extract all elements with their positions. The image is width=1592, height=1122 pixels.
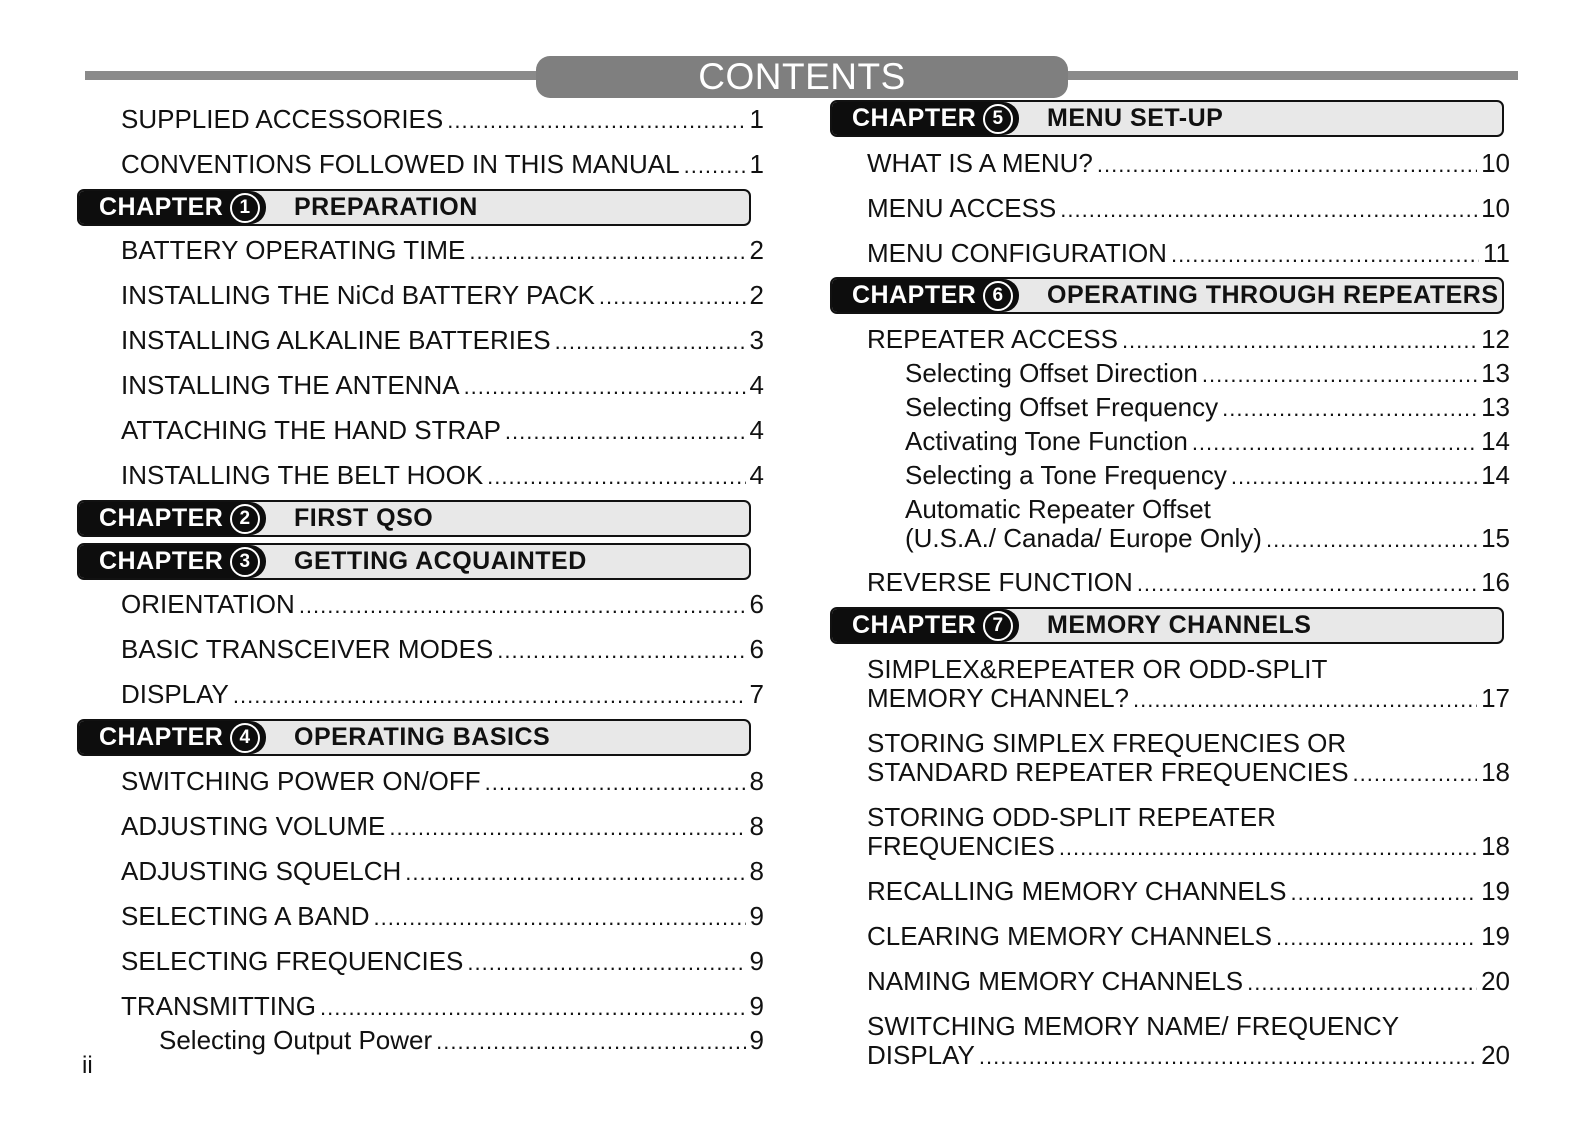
toc-entry[interactable]: [121, 281, 764, 311]
toc-entry-label-line1: SWITCHING MEMORY NAME/ FREQUENCY: [867, 1011, 1400, 1041]
toc-entry-page: 13: [1481, 392, 1510, 422]
chapter-header-2[interactable]: [77, 500, 751, 537]
toc-entry-label-line1: Automatic Repeater Offset: [905, 494, 1211, 524]
toc-entry[interactable]: [121, 236, 764, 266]
dot-leader: [1222, 394, 1477, 423]
dot-leader: [374, 903, 746, 932]
chapter-label: [79, 191, 266, 224]
toc-entry-label: Selecting a Tone Frequency: [905, 460, 1227, 490]
toc-entry-page: 17: [1481, 683, 1510, 713]
toc-entry-page: 10: [1481, 193, 1510, 223]
toc-entry-page: 9: [749, 991, 764, 1021]
toc-entry[interactable]: [121, 105, 764, 135]
toc-entry-label: MENU ACCESS: [867, 193, 1057, 223]
toc-entry-label: Selecting Output Power: [159, 1025, 433, 1055]
toc-entry-page: 4: [749, 370, 764, 400]
dot-leader: [684, 151, 746, 180]
dot-leader: [405, 858, 745, 887]
chapter-header-6[interactable]: [830, 277, 1504, 314]
toc-entry-label: INSTALLING THE ANTENNA: [121, 370, 460, 400]
chapter-label: [79, 721, 266, 754]
dot-leader: [467, 948, 745, 977]
toc-entry-page: 11: [1483, 238, 1510, 268]
toc-entry[interactable]: [867, 568, 1510, 598]
dot-leader: [1133, 685, 1477, 714]
toc-entry-page: 7: [749, 679, 764, 709]
toc-subentry[interactable]: [159, 1026, 764, 1056]
dot-leader: [299, 591, 746, 620]
toc-entry-label: SELECTING A BAND: [121, 901, 370, 931]
dot-leader: [497, 636, 745, 665]
chapter-number-badge: 7: [983, 611, 1013, 641]
chapter-title: GETTING ACQUAINTED: [294, 547, 587, 575]
toc-entry[interactable]: [867, 194, 1510, 224]
header-rule-left: [85, 71, 555, 80]
toc-entry[interactable]: [867, 149, 1510, 179]
chapter-label: [832, 279, 1019, 312]
toc-entry-page: 19: [1481, 876, 1510, 906]
toc-entry-label: ADJUSTING SQUELCH: [121, 856, 402, 886]
dot-leader: [436, 1027, 745, 1056]
dot-leader: [1202, 360, 1477, 389]
chapter-word: CHAPTER: [852, 611, 977, 639]
toc-entry-label: REPEATER ACCESS: [867, 324, 1118, 354]
dot-leader: [1353, 759, 1478, 788]
toc-entry-label: TRANSMITTING: [121, 991, 316, 1021]
toc-entry-label: DISPLAY: [121, 679, 229, 709]
toc-entry-page: 10: [1481, 148, 1510, 178]
toc-entry-page: 4: [749, 415, 764, 445]
chapter-header-4[interactable]: [77, 719, 751, 756]
toc-entry-label: NAMING MEMORY CHANNELS: [867, 966, 1244, 996]
toc-entry-page: 20: [1481, 966, 1510, 996]
toc-subentry[interactable]: [905, 495, 1510, 554]
toc-entry-label: INSTALLING THE NiCd BATTERY PACK: [121, 280, 595, 310]
toc-entry-page: 2: [749, 235, 764, 265]
dot-leader: [464, 372, 746, 401]
toc-entry[interactable]: [121, 992, 764, 1022]
toc-entry-label: SUPPLIED ACCESSORIES: [121, 104, 444, 134]
dot-leader: [469, 237, 745, 266]
toc-entry-page: 12: [1481, 324, 1510, 354]
dot-leader: [1171, 240, 1479, 269]
toc-entry-page: 9: [749, 1025, 764, 1055]
toc-entry-label-line1: STORING ODD-SPLIT REPEATER: [867, 802, 1276, 832]
chapter-number-badge: 1: [230, 193, 260, 223]
chapter-label: [832, 609, 1019, 642]
toc-entry-page: 14: [1481, 426, 1510, 456]
toc-left-column: [77, 100, 764, 1056]
toc-entry-page: 20: [1481, 1040, 1510, 1070]
toc-entry-page: 3: [749, 325, 764, 355]
dot-leader: [1097, 150, 1477, 179]
toc-entry-page: 2: [749, 280, 764, 310]
toc-entry-page: 6: [749, 634, 764, 664]
toc-subentry[interactable]: [905, 359, 1510, 389]
dot-leader: [1137, 569, 1477, 598]
chapter-number-badge: 6: [983, 281, 1013, 311]
toc-entry[interactable]: [867, 967, 1510, 997]
page-title: CONTENTS: [536, 56, 1068, 98]
toc-entry-label: MENU CONFIGURATION: [867, 238, 1167, 268]
toc-entry[interactable]: [867, 729, 1510, 788]
toc-entry[interactable]: [121, 680, 764, 710]
toc-entry[interactable]: [121, 590, 764, 620]
toc-entry-label: MEMORY CHANNEL?: [867, 683, 1129, 713]
chapter-header-7[interactable]: [830, 607, 1504, 644]
toc-entry[interactable]: [121, 635, 764, 665]
toc-entry[interactable]: [121, 767, 764, 797]
chapter-word: CHAPTER: [99, 723, 224, 751]
chapter-label: [79, 545, 266, 578]
toc-entry-label: WHAT IS A MENU?: [867, 148, 1093, 178]
dot-leader: [1276, 923, 1477, 952]
chapter-header-3[interactable]: [77, 543, 751, 580]
toc-entry-page: 9: [749, 946, 764, 976]
toc-subentry[interactable]: [905, 461, 1510, 491]
toc-right-column: [830, 100, 1520, 1071]
chapter-label: [79, 502, 266, 535]
toc-entry[interactable]: [121, 947, 764, 977]
toc-entry[interactable]: [867, 922, 1510, 952]
toc-entry-page: 8: [749, 766, 764, 796]
toc-entry-label: Activating Tone Function: [905, 426, 1188, 456]
toc-entry-label: ADJUSTING VOLUME: [121, 811, 386, 841]
toc-entry-label: CLEARING MEMORY CHANNELS: [867, 921, 1273, 951]
chapter-word: CHAPTER: [99, 193, 224, 221]
chapter-label: [832, 102, 1019, 135]
page-number: ii: [82, 1052, 93, 1079]
toc-entry-label: ATTACHING THE HAND STRAP: [121, 415, 501, 445]
toc-entry[interactable]: [121, 326, 764, 356]
dot-leader: [485, 768, 746, 797]
toc-entry-label: SWITCHING POWER ON/OFF: [121, 766, 481, 796]
toc-subentry[interactable]: [905, 393, 1510, 423]
toc-entry-page: 18: [1481, 757, 1510, 787]
toc-entry[interactable]: [121, 371, 764, 401]
chapter-word: CHAPTER: [852, 281, 977, 309]
chapter-title: MEMORY CHANNELS: [1047, 611, 1312, 639]
toc-entry-label: RECALLING MEMORY CHANNELS: [867, 876, 1287, 906]
dot-leader: [1192, 428, 1477, 457]
toc-entry[interactable]: [867, 803, 1510, 862]
chapter-number-badge: 4: [230, 723, 260, 753]
toc-entry-label-line1: STORING SIMPLEX FREQUENCIES OR: [867, 728, 1347, 758]
chapter-number-badge: 5: [983, 104, 1013, 134]
toc-entry-label: INSTALLING ALKALINE BATTERIES: [121, 325, 551, 355]
toc-entry-page: 14: [1481, 460, 1510, 490]
toc-entry-page: 8: [749, 811, 764, 841]
toc-entry-page: 16: [1481, 567, 1510, 597]
toc-entry[interactable]: [121, 416, 764, 446]
dot-leader: [447, 106, 745, 135]
chapter-header-5[interactable]: [830, 100, 1504, 137]
toc-entry-label: (U.S.A./ Canada/ Europe Only): [905, 523, 1262, 553]
toc-subentry[interactable]: [905, 427, 1510, 457]
toc-entry-label: INSTALLING THE BELT HOOK: [121, 460, 484, 490]
toc-entry-page: 18: [1481, 831, 1510, 861]
dot-leader: [233, 681, 746, 710]
toc-entry[interactable]: [121, 812, 764, 842]
chapter-title: FIRST QSO: [294, 504, 434, 532]
toc-entry-page: 19: [1481, 921, 1510, 951]
chapter-word: CHAPTER: [99, 547, 224, 575]
toc-entry-label: CONVENTIONS FOLLOWED IN THIS MANUAL: [121, 149, 680, 179]
dot-leader: [1122, 326, 1477, 355]
toc-entry-label-line1: SIMPLEX&REPEATER OR ODD-SPLIT: [867, 654, 1328, 684]
toc-entry-label: FREQUENCIES: [867, 831, 1055, 861]
header-rule-right: [1040, 71, 1518, 80]
dot-leader: [320, 993, 746, 1022]
toc-entry[interactable]: [867, 877, 1510, 907]
toc-entry-label: Selecting Offset Direction: [905, 358, 1198, 388]
toc-entry-page: 8: [749, 856, 764, 886]
toc-entry[interactable]: [867, 325, 1510, 355]
toc-entry-page: 4: [749, 460, 764, 490]
toc-entry[interactable]: [121, 857, 764, 887]
chapter-title: MENU SET-UP: [1047, 104, 1224, 132]
toc-entry-label: DISPLAY: [867, 1040, 975, 1070]
toc-entry-label: STANDARD REPEATER FREQUENCIES: [867, 757, 1349, 787]
toc-entry-label: REVERSE FUNCTION: [867, 567, 1133, 597]
dot-leader: [1231, 462, 1477, 491]
toc-entry[interactable]: [121, 150, 764, 180]
toc-entry-page: 1: [749, 104, 764, 134]
chapter-number-badge: 2: [230, 504, 260, 534]
dot-leader: [505, 417, 746, 446]
toc-entry-page: 1: [749, 149, 764, 179]
toc-entry-page: 15: [1481, 523, 1510, 553]
toc-entry[interactable]: [867, 1012, 1510, 1071]
chapter-title: OPERATING THROUGH REPEATERS: [1047, 281, 1499, 309]
dot-leader: [979, 1042, 1477, 1071]
toc-entry[interactable]: [867, 655, 1510, 714]
chapter-header-1[interactable]: [77, 189, 751, 226]
toc-entry-label: ORIENTATION: [121, 589, 295, 619]
toc-entry-label: BASIC TRANSCEIVER MODES: [121, 634, 494, 664]
dot-leader: [1060, 195, 1477, 224]
chapter-word: CHAPTER: [99, 504, 224, 532]
dot-leader: [555, 327, 746, 356]
dot-leader: [599, 282, 746, 311]
chapter-number-badge: 3: [230, 547, 260, 577]
dot-leader: [487, 462, 745, 491]
dot-leader: [389, 813, 745, 842]
toc-entry-label: BATTERY OPERATING TIME: [121, 235, 466, 265]
toc-entry-label: SELECTING FREQUENCIES: [121, 946, 464, 976]
dot-leader: [1290, 878, 1477, 907]
toc-entry[interactable]: [121, 902, 764, 932]
dot-leader: [1247, 968, 1477, 997]
toc-entry-label: Selecting Offset Frequency: [905, 392, 1219, 422]
chapter-title: PREPARATION: [294, 193, 478, 221]
toc-entry[interactable]: [121, 461, 764, 491]
toc-entry-page: 13: [1481, 358, 1510, 388]
dot-leader: [1059, 833, 1477, 862]
chapter-title: OPERATING BASICS: [294, 723, 551, 751]
toc-entry-page: 6: [749, 589, 764, 619]
toc-entry[interactable]: [867, 239, 1510, 269]
toc-entry-page: 9: [749, 901, 764, 931]
chapter-word: CHAPTER: [852, 104, 977, 132]
dot-leader: [1266, 525, 1477, 554]
